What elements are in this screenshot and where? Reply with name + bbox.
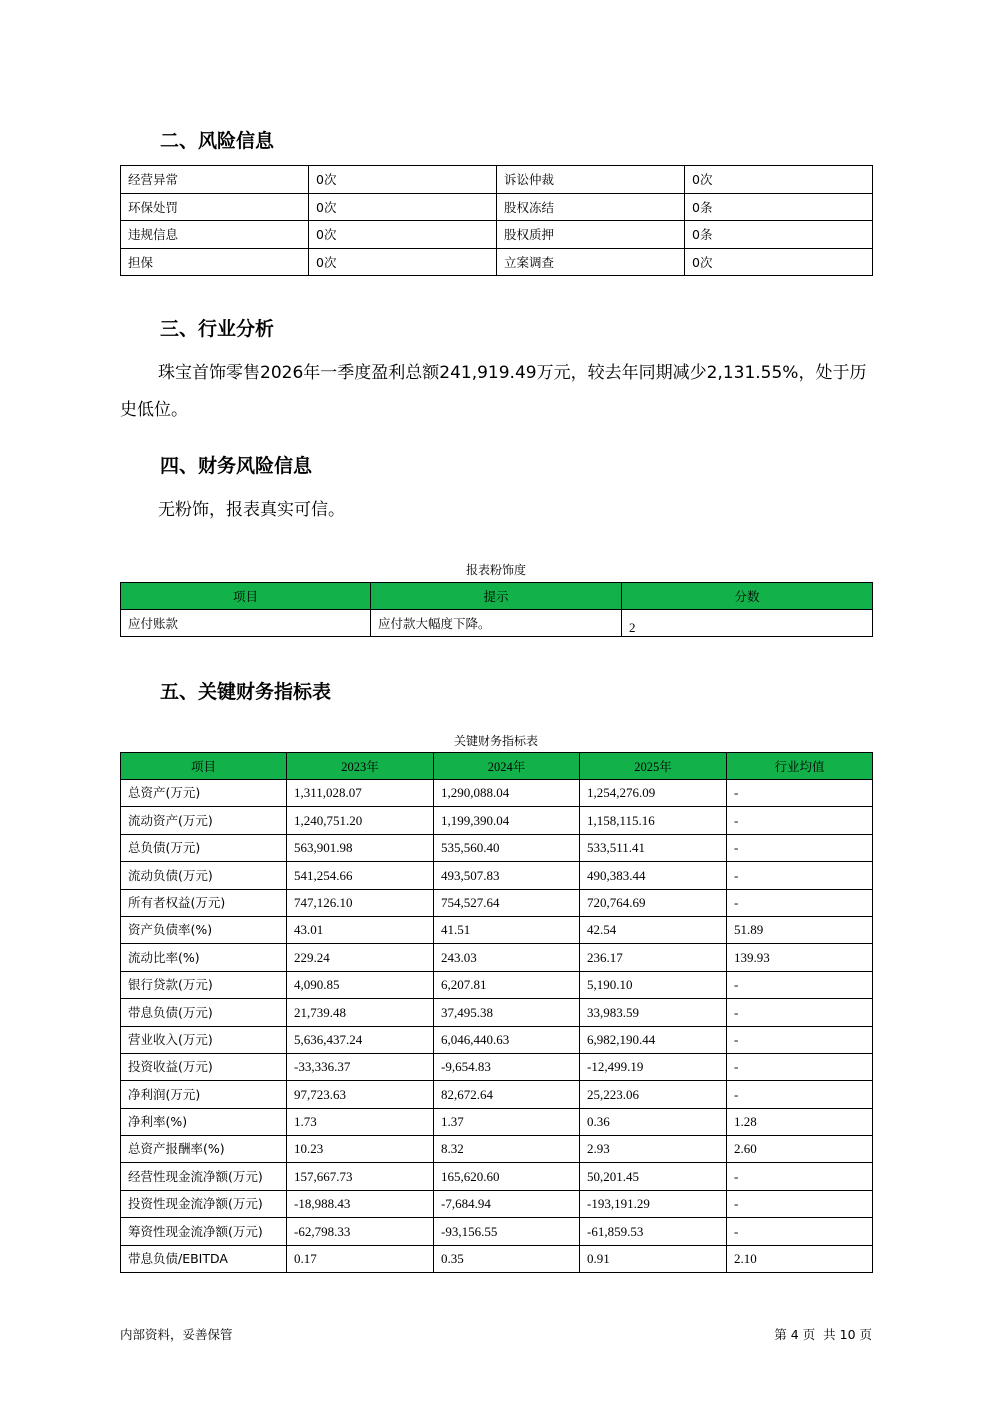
section-title-fin-risk: 四、财务风险信息 xyxy=(160,455,313,477)
metric-name xyxy=(121,834,287,861)
header-2023: 2023年 xyxy=(287,753,434,780)
metric-value xyxy=(287,1190,434,1217)
metric-value-text: 747,126.10 xyxy=(294,894,353,910)
metric-name-text: 所有者权益(万元) xyxy=(128,894,226,910)
metric-value xyxy=(287,1136,434,1163)
metric-value xyxy=(727,1245,873,1272)
metric-value-text: 754,527.64 xyxy=(441,894,500,910)
metric-value-text: - xyxy=(734,840,739,856)
metric-value-text: - xyxy=(734,1004,739,1020)
metric-value-text: 8.32 xyxy=(441,1141,464,1157)
metric-value xyxy=(287,862,434,889)
metric-value xyxy=(727,807,873,834)
table-row xyxy=(121,166,873,194)
metric-value-text: 1,199,390.04 xyxy=(441,812,510,828)
metric-value-text: 42.54 xyxy=(587,922,617,938)
metric-name xyxy=(121,1163,287,1190)
table-row xyxy=(121,862,873,889)
metric-value-text: 0.36 xyxy=(587,1114,610,1130)
metric-value-text: 43.01 xyxy=(294,922,324,938)
metric-value xyxy=(287,1026,434,1053)
metric-name-text: 净利润(万元) xyxy=(128,1086,201,1102)
metric-name-text: 经营性现金流净额(万元) xyxy=(128,1168,263,1184)
metric-value xyxy=(580,862,727,889)
metric-value xyxy=(580,1245,727,1272)
table-row xyxy=(121,1190,873,1217)
metric-value-text: -7,684.94 xyxy=(441,1196,491,1212)
risk-value: 0次 xyxy=(309,166,497,194)
metric-value xyxy=(287,834,434,861)
metric-value xyxy=(434,971,580,998)
table-row xyxy=(121,221,873,249)
metric-value-text: 533,511.41 xyxy=(587,840,646,856)
metric-name-text: 流动比率(%) xyxy=(128,949,200,965)
table-row xyxy=(121,834,873,861)
metric-value xyxy=(287,944,434,971)
metric-name xyxy=(121,1190,287,1217)
table-row xyxy=(121,248,873,276)
metric-value-text: 535,560.40 xyxy=(441,840,500,856)
whitewash-score: 2 xyxy=(622,610,873,637)
key-table-caption: 关键财务指标表 xyxy=(453,734,538,748)
metric-value-text: - xyxy=(734,1031,739,1047)
risk-value: 0次 xyxy=(309,221,497,249)
metric-value xyxy=(287,1108,434,1135)
metric-value-text: -18,988.43 xyxy=(294,1196,351,1212)
metric-value xyxy=(287,916,434,943)
metric-value-text: 51.89 xyxy=(734,922,764,938)
header-score: 分数 xyxy=(622,583,873,610)
metric-value xyxy=(727,1108,873,1135)
metric-name xyxy=(121,1245,287,1272)
metric-name-text: 净利率(%) xyxy=(128,1114,188,1130)
metric-name xyxy=(121,807,287,834)
table-row xyxy=(121,1081,873,1108)
table-row xyxy=(121,889,873,916)
table-row xyxy=(121,610,873,637)
metric-value xyxy=(434,1136,580,1163)
metric-value xyxy=(727,834,873,861)
metric-value xyxy=(287,1081,434,1108)
metric-name-text: 筹资性现金流净额(万元) xyxy=(128,1223,263,1239)
header-2024: 2024年 xyxy=(434,753,580,780)
metric-value-text: - xyxy=(734,977,739,993)
metric-value-text: 41.51 xyxy=(441,922,471,938)
metric-name-text: 投资性现金流净额(万元) xyxy=(128,1196,263,1212)
metric-value xyxy=(727,916,873,943)
risk-label: 股权冻结 xyxy=(497,193,685,221)
table-row xyxy=(121,1218,873,1245)
metric-value xyxy=(580,780,727,807)
metric-value xyxy=(580,1218,727,1245)
metric-value-text: 236.17 xyxy=(587,949,623,965)
metric-value xyxy=(287,889,434,916)
metric-value-text: 25,223.06 xyxy=(587,1086,639,1102)
metric-value xyxy=(434,1163,580,1190)
metric-name xyxy=(121,889,287,916)
metric-value-text: 6,207.81 xyxy=(441,977,487,993)
metric-value-text: 1.28 xyxy=(734,1114,757,1130)
metric-value xyxy=(580,1026,727,1053)
metric-value-text: 720,764.69 xyxy=(587,894,646,910)
metric-name-text: 总资产报酬率(%) xyxy=(128,1141,225,1157)
section-title-industry: 三、行业分析 xyxy=(160,318,275,340)
metric-value-text: -33,336.37 xyxy=(294,1059,351,1075)
table-row xyxy=(121,1108,873,1135)
metric-value xyxy=(727,862,873,889)
metric-value xyxy=(434,1218,580,1245)
whitewash-caption: 报表粉饰度 xyxy=(465,563,526,577)
metric-value xyxy=(580,1163,727,1190)
metric-value xyxy=(580,807,727,834)
metric-value-text: 5,190.10 xyxy=(587,977,633,993)
metric-name xyxy=(121,1026,287,1053)
risk-value: 0条 xyxy=(685,193,873,221)
risk-table xyxy=(120,165,873,276)
metric-value xyxy=(287,971,434,998)
metric-value-text: 165,620.60 xyxy=(441,1168,500,1184)
metric-value xyxy=(434,834,580,861)
metric-value xyxy=(434,807,580,834)
metric-value xyxy=(434,944,580,971)
metric-value-text: 2.93 xyxy=(587,1141,610,1157)
metric-value xyxy=(434,1245,580,1272)
metric-value-text: -61,859.53 xyxy=(587,1223,644,1239)
metric-value xyxy=(434,999,580,1026)
risk-label: 经营异常 xyxy=(121,166,309,194)
metric-value-text: - xyxy=(734,1223,739,1239)
metric-value xyxy=(580,1190,727,1217)
risk-label: 立案调查 xyxy=(497,248,685,276)
metric-value-text: 37,495.38 xyxy=(441,1004,493,1020)
metric-name xyxy=(121,916,287,943)
header-hint: 提示 xyxy=(371,583,622,610)
metric-value-text: 33,983.59 xyxy=(587,1004,639,1020)
metric-value-text: 541,254.66 xyxy=(294,867,353,883)
metric-value-text: 4,090.85 xyxy=(294,977,340,993)
metric-value-text: 0.35 xyxy=(441,1251,464,1267)
metric-value xyxy=(434,1190,580,1217)
metric-name-text: 资产负债率(%) xyxy=(128,922,213,938)
metric-name xyxy=(121,780,287,807)
metric-value xyxy=(434,1026,580,1053)
metric-value xyxy=(434,1081,580,1108)
metric-value-text: 10.23 xyxy=(294,1141,324,1157)
header-item: 项目 xyxy=(121,753,287,780)
metric-value-text: - xyxy=(734,812,739,828)
table-row xyxy=(121,807,873,834)
metric-value-text: 563,901.98 xyxy=(294,840,353,856)
risk-label: 环保处罚 xyxy=(121,193,309,221)
metric-value-text: -193,191.29 xyxy=(587,1196,650,1212)
metric-value xyxy=(727,1136,873,1163)
metric-value xyxy=(287,1163,434,1190)
metric-value xyxy=(580,1053,727,1080)
risk-value: 0条 xyxy=(685,221,873,249)
metric-value-text: 157,667.73 xyxy=(294,1168,353,1184)
metric-value-text: - xyxy=(734,1086,739,1102)
metric-value xyxy=(287,1053,434,1080)
metric-value xyxy=(287,1218,434,1245)
metric-value-text: 1,240,751.20 xyxy=(294,812,363,828)
risk-label: 股权质押 xyxy=(497,221,685,249)
metric-value-text: 5,636,437.24 xyxy=(294,1031,363,1047)
metric-value-text: 6,046,440.63 xyxy=(441,1031,510,1047)
metric-name-text: 营业收入(万元) xyxy=(128,1031,213,1047)
whitewash-item: 应付账款 xyxy=(121,610,371,637)
metric-name xyxy=(121,1053,287,1080)
metric-value-text: 6,982,190.44 xyxy=(587,1031,656,1047)
metric-name xyxy=(121,1081,287,1108)
table-row xyxy=(121,916,873,943)
metric-value xyxy=(580,889,727,916)
metric-value xyxy=(727,780,873,807)
metric-value xyxy=(727,889,873,916)
metric-name-text: 流动负债(万元) xyxy=(128,867,213,883)
metric-value-text: 1,254,276.09 xyxy=(587,785,656,801)
table-row xyxy=(121,780,873,807)
metric-value xyxy=(434,889,580,916)
metric-value xyxy=(727,1081,873,1108)
fin-risk-paragraph: 无粉饰，报表真实可信。 xyxy=(158,500,345,520)
metric-value xyxy=(727,1053,873,1080)
table-row xyxy=(121,193,873,221)
metric-name xyxy=(121,1136,287,1163)
metric-value-text: 229.24 xyxy=(294,949,330,965)
metric-value-text: -9,654.83 xyxy=(441,1059,491,1075)
metric-value-text: 2.60 xyxy=(734,1141,757,1157)
metric-name xyxy=(121,862,287,889)
table-row xyxy=(121,1053,873,1080)
metric-value-text: 490,383.44 xyxy=(587,867,646,883)
whitewash-hint: 应付款大幅度下降。 xyxy=(371,610,622,637)
metric-value-text: 50,201.45 xyxy=(587,1168,639,1184)
metric-name xyxy=(121,944,287,971)
metric-name-text: 带息负债/EBITDA xyxy=(128,1251,228,1267)
metric-value-text: 97,723.63 xyxy=(294,1086,346,1102)
metric-value-text: 21,739.48 xyxy=(294,1004,346,1020)
metric-value-text: 139.93 xyxy=(734,949,770,965)
table-row xyxy=(121,944,873,971)
metric-value-text: - xyxy=(734,1168,739,1184)
table-row xyxy=(121,1163,873,1190)
metric-name xyxy=(121,999,287,1026)
metric-name xyxy=(121,1108,287,1135)
metric-value-text: -93,156.55 xyxy=(441,1223,498,1239)
whitewash-table xyxy=(120,582,873,637)
header-2025: 2025年 xyxy=(580,753,727,780)
metric-value-text: 243.03 xyxy=(441,949,477,965)
industry-paragraph: 珠宝首饰零售2026年一季度盈利总额241,919.49万元，较去年同期减少2,131.55%，处于历史低位。 xyxy=(120,363,867,420)
table-row xyxy=(121,971,873,998)
metric-value-text: 1.37 xyxy=(441,1114,464,1130)
metric-value xyxy=(434,1053,580,1080)
metric-value-text: 1,311,028.07 xyxy=(294,785,362,801)
metric-value xyxy=(580,1136,727,1163)
metric-value-text: - xyxy=(734,894,739,910)
metric-value-text: 1,158,115.16 xyxy=(587,812,655,828)
risk-value: 0次 xyxy=(309,248,497,276)
metric-value-text: 0.17 xyxy=(294,1251,317,1267)
metric-name xyxy=(121,1218,287,1245)
metric-value xyxy=(580,916,727,943)
key-metrics-table xyxy=(120,752,873,1273)
metric-value xyxy=(727,1163,873,1190)
risk-label: 诉讼仲裁 xyxy=(497,166,685,194)
footer-confidential: 内部资料，妥善保管 xyxy=(120,1327,233,1342)
metric-name xyxy=(121,971,287,998)
metric-value-text: 493,507.83 xyxy=(441,867,500,883)
metric-value xyxy=(727,999,873,1026)
metric-name-text: 带息负债(万元) xyxy=(128,1004,213,1020)
metric-value-text: -62,798.33 xyxy=(294,1223,351,1239)
metric-value xyxy=(727,944,873,971)
metric-value-text: - xyxy=(734,1196,739,1212)
metric-value-text: - xyxy=(734,785,739,801)
metric-value xyxy=(580,944,727,971)
metric-value-text: - xyxy=(734,867,739,883)
metric-value xyxy=(287,780,434,807)
metric-value xyxy=(727,1190,873,1217)
metric-value xyxy=(287,807,434,834)
table-row xyxy=(121,999,873,1026)
metric-value xyxy=(580,999,727,1026)
risk-label: 违规信息 xyxy=(121,221,309,249)
metric-value xyxy=(580,1081,727,1108)
metric-value-text: 2.10 xyxy=(734,1251,757,1267)
table-row xyxy=(121,1245,873,1272)
section-title-risk: 二、风险信息 xyxy=(160,130,275,152)
metric-value xyxy=(727,1218,873,1245)
metric-value-text: 82,672.64 xyxy=(441,1086,493,1102)
header-industry-avg: 行业均值 xyxy=(727,753,873,780)
metric-value-text: 1,290,088.04 xyxy=(441,785,510,801)
section-title-key-metrics: 五、关键财务指标表 xyxy=(160,681,332,703)
metric-value-text: -12,499.19 xyxy=(587,1059,644,1075)
metric-value xyxy=(434,1108,580,1135)
metric-value-text: 1.73 xyxy=(294,1114,317,1130)
metric-value xyxy=(287,999,434,1026)
table-row xyxy=(121,1026,873,1053)
table-row xyxy=(121,1136,873,1163)
metric-value xyxy=(434,916,580,943)
metric-value xyxy=(580,1108,727,1135)
metric-value xyxy=(727,1026,873,1053)
risk-label: 担保 xyxy=(121,248,309,276)
metric-name-text: 银行贷款(万元) xyxy=(128,977,213,993)
metric-value xyxy=(434,862,580,889)
metric-value xyxy=(434,780,580,807)
metric-name-text: 总负债(万元) xyxy=(128,840,201,856)
metric-name-text: 流动资产(万元) xyxy=(128,812,213,828)
metric-name-text: 总资产(万元) xyxy=(128,785,201,801)
risk-value: 0次 xyxy=(309,193,497,221)
metric-value-text: 0.91 xyxy=(587,1251,610,1267)
metric-value xyxy=(580,971,727,998)
metric-value-text: - xyxy=(734,1059,739,1075)
risk-value: 0次 xyxy=(685,166,873,194)
metric-value xyxy=(580,834,727,861)
header-item: 项目 xyxy=(121,583,371,610)
risk-value: 0次 xyxy=(685,248,873,276)
metric-value xyxy=(287,1245,434,1272)
metric-value xyxy=(727,971,873,998)
metric-name-text: 投资收益(万元) xyxy=(128,1059,213,1075)
footer-page-number: 第 4 页 共 10 页 xyxy=(774,1327,872,1342)
